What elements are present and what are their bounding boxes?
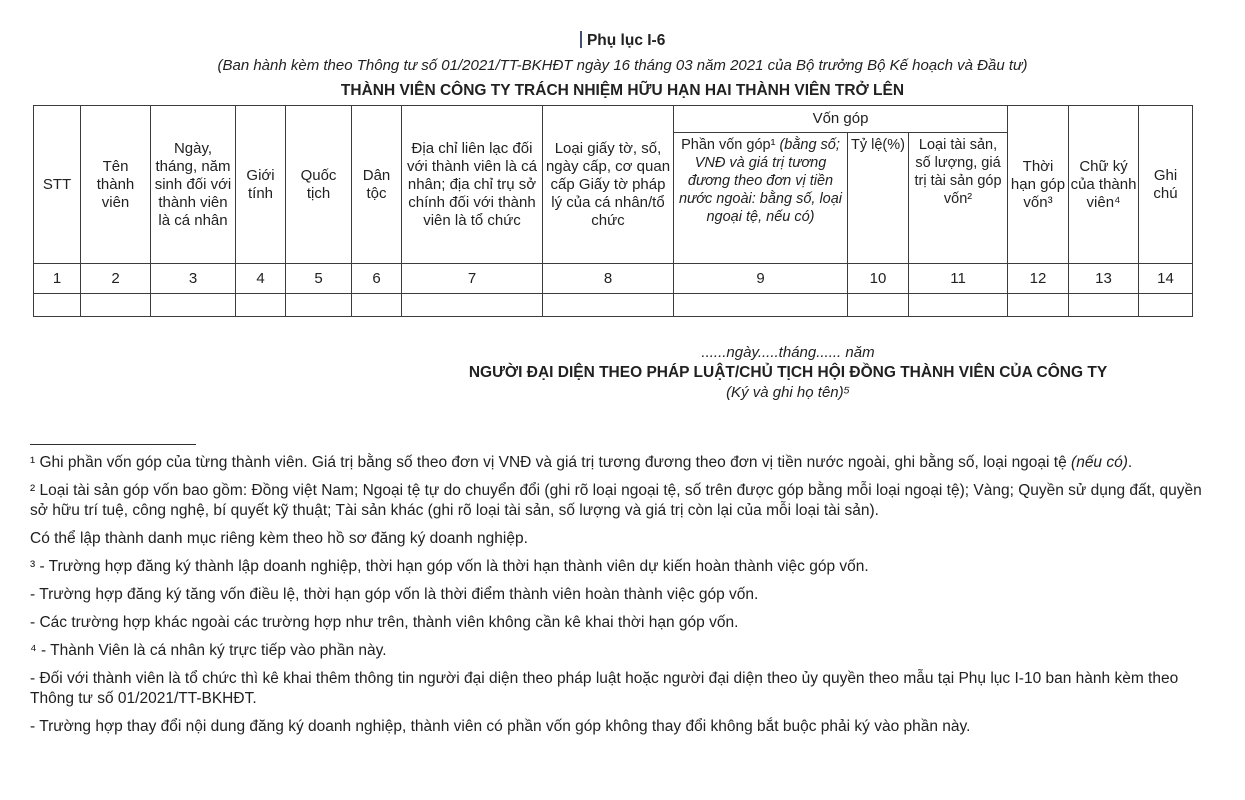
empty-entry-row xyxy=(34,294,1193,317)
footnote-8 xyxy=(30,669,1215,709)
page-title-row xyxy=(0,30,1245,52)
empty-cell[interactable] xyxy=(34,294,81,317)
col-header-loai-tai-san: Loại tài sản, số lượng, giá trị tài sản góp vốn² xyxy=(909,133,1008,264)
col-header-dan-toc: Dân tộc xyxy=(352,106,402,264)
col-number: 13 xyxy=(1069,264,1139,294)
footnote-1 xyxy=(30,453,1215,473)
footnote-text: ¹ Ghi phần vốn góp của từng thành viên. Giá trị bằng số theo đơn vị VNĐ và giá trị tương đương theo đơn vị tiền nước ngoài, ghi bằng số, loại ngoại tệ xyxy=(30,454,1072,471)
col-number: 7 xyxy=(402,264,543,294)
empty-cell[interactable] xyxy=(352,294,402,317)
footnote-2 xyxy=(30,481,1215,521)
signature-block xyxy=(435,343,1141,402)
footnote-text: . xyxy=(1127,454,1133,471)
col-number: 10 xyxy=(848,264,909,294)
page-title: Phụ lục I-6 xyxy=(586,32,666,49)
empty-cell[interactable] xyxy=(543,294,674,317)
col-number: 1 xyxy=(34,264,81,294)
col-number: 8 xyxy=(543,264,674,294)
col-group-von-gop: Vốn góp xyxy=(674,106,1008,133)
empty-cell[interactable] xyxy=(81,294,151,317)
footnote-4 xyxy=(30,557,1215,577)
phan-von-gop-detail: (bằng số; VNĐ và giá trị tương đương theo đơn vị tiền nước ngoài: bằng số, loại ngoại tệ, nếu có) xyxy=(678,137,843,225)
footnotes-section xyxy=(30,453,1215,737)
col-number: 3 xyxy=(151,264,236,294)
footnote-italic-text: (nếu có) xyxy=(1071,454,1128,471)
text-cursor-icon xyxy=(580,31,582,48)
col-number: 6 xyxy=(352,264,402,294)
col-header-quoc-tich: Quốc tịch xyxy=(286,106,352,264)
footnote-text: Có thể lập thành danh mục riêng kèm theo hồ sơ đăng ký doanh nghiệp. xyxy=(30,530,528,547)
col-header-ngay-sinh: Ngày, tháng, năm sinh đối với thành viên là cá nhân xyxy=(151,106,236,264)
form-heading: THÀNH VIÊN CÔNG TY TRÁCH NHIỆM HỮU HẠN HAI THÀNH VIÊN TRỞ LÊN xyxy=(340,82,905,99)
empty-cell[interactable] xyxy=(909,294,1008,317)
footnote-6 xyxy=(30,613,1215,633)
footnote-text: - Trường hợp thay đổi nội dung đăng ký doanh nghiệp, thành viên có phần vốn góp không thay đổi không bắt buộc phải ký vào phần này. xyxy=(30,718,971,735)
empty-cell[interactable] xyxy=(1139,294,1193,317)
col-number: 2 xyxy=(81,264,151,294)
col-header-stt: STT xyxy=(34,106,81,264)
col-header-giay-to: Loại giấy tờ, số, ngày cấp, cơ quan cấp Giấy tờ pháp lý của cá nhân/tổ chức xyxy=(543,106,674,264)
footnote-text: ⁴ - Thành Viên là cá nhân ký trực tiếp vào phần này. xyxy=(30,642,387,659)
signature-title: NGƯỜI ĐẠI DIỆN THEO PHÁP LUẬT/CHỦ TỊCH HỘI ĐỒNG THÀNH VIÊN CỦA CÔNG TY xyxy=(468,364,1108,381)
issuing-note: (Ban hành kèm theo Thông tư số 01/2021/TT-BKHĐT ngày 16 tháng 03 năm 2021 của Bộ trưởng Bộ Kế hoạch và Đầu tư) xyxy=(217,57,1028,74)
col-header-ghi-chu: Ghi chú xyxy=(1139,106,1193,264)
footnote-5 xyxy=(30,585,1215,605)
col-number: 11 xyxy=(909,264,1008,294)
col-number: 5 xyxy=(286,264,352,294)
col-number: 14 xyxy=(1139,264,1193,294)
empty-cell[interactable] xyxy=(848,294,909,317)
col-header-ten-thanh-vien: Tên thành viên xyxy=(81,106,151,264)
empty-cell[interactable] xyxy=(1008,294,1069,317)
col-header-dia-chi: Địa chỉ liên lạc đối với thành viên là cá nhân; địa chỉ trụ sở chính đối với thành viên là tổ chức xyxy=(402,106,543,264)
phan-von-gop-label: Phần vốn góp¹ xyxy=(681,137,776,153)
footnote-separator xyxy=(30,444,196,445)
col-number: 9 xyxy=(674,264,848,294)
footnote-9 xyxy=(30,717,1215,737)
col-number: 4 xyxy=(236,264,286,294)
signature-date-line: ......ngày.....tháng...... năm xyxy=(701,344,875,361)
empty-cell[interactable] xyxy=(286,294,352,317)
empty-cell[interactable] xyxy=(674,294,848,317)
members-table xyxy=(33,105,1193,317)
footnote-7 xyxy=(30,641,1215,661)
col-header-thoi-han: Thời hạn góp vốn³ xyxy=(1008,106,1069,264)
empty-cell[interactable] xyxy=(151,294,236,317)
col-number: 12 xyxy=(1008,264,1069,294)
column-number-row xyxy=(34,264,1193,294)
footnote-text: - Đối với thành viên là tổ chức thì kê khai thêm thông tin người đại diện theo pháp luật hoặc người đại diện theo ủy quyền theo mẫu tại Phụ lục I-10 ban hành kèm theo Thông tư số 01/2021/TT-BKHĐT. xyxy=(30,670,1179,707)
empty-cell[interactable] xyxy=(402,294,543,317)
col-header-gioi-tinh: Giới tính xyxy=(236,106,286,264)
empty-cell[interactable] xyxy=(1069,294,1139,317)
footnote-text: ³ - Trường hợp đăng ký thành lập doanh nghiệp, thời hạn góp vốn là thời hạn thành viên dự kiến hoàn thành việc góp vốn. xyxy=(30,558,869,575)
footnote-text: ² Loại tài sản góp vốn bao gồm: Đồng việt Nam; Ngoại tệ tự do chuyển đổi (ghi rõ loại ngoại tệ, số trên được góp bằng mỗi loại ngoại tệ); Vàng; Quyền sử dụng đất, quyền sở hữu trí tuệ, công nghệ, bí quyết kỹ thuật; Tài sản khác (ghi rõ loại tài sản, số lượng và giá trị còn lại của mỗi loại tài sản). xyxy=(30,482,1202,519)
footnote-text: - Các trường hợp khác ngoài các trường hợp như trên, thành viên không cần kê khai thời hạn góp vốn. xyxy=(30,614,739,631)
col-header-ty-le: Tỷ lệ(%) xyxy=(848,133,909,264)
footnote-3 xyxy=(30,529,1215,549)
signature-note: (Ký và ghi họ tên)⁵ xyxy=(726,384,850,401)
empty-cell[interactable] xyxy=(236,294,286,317)
footnote-text: - Trường hợp đăng ký tăng vốn điều lệ, thời hạn góp vốn là thời điểm thành viên hoàn thành việc góp vốn. xyxy=(30,586,759,603)
col-header-phan-von-gop xyxy=(674,133,848,264)
col-header-chu-ky: Chữ ký của thành viên⁴ xyxy=(1069,106,1139,264)
